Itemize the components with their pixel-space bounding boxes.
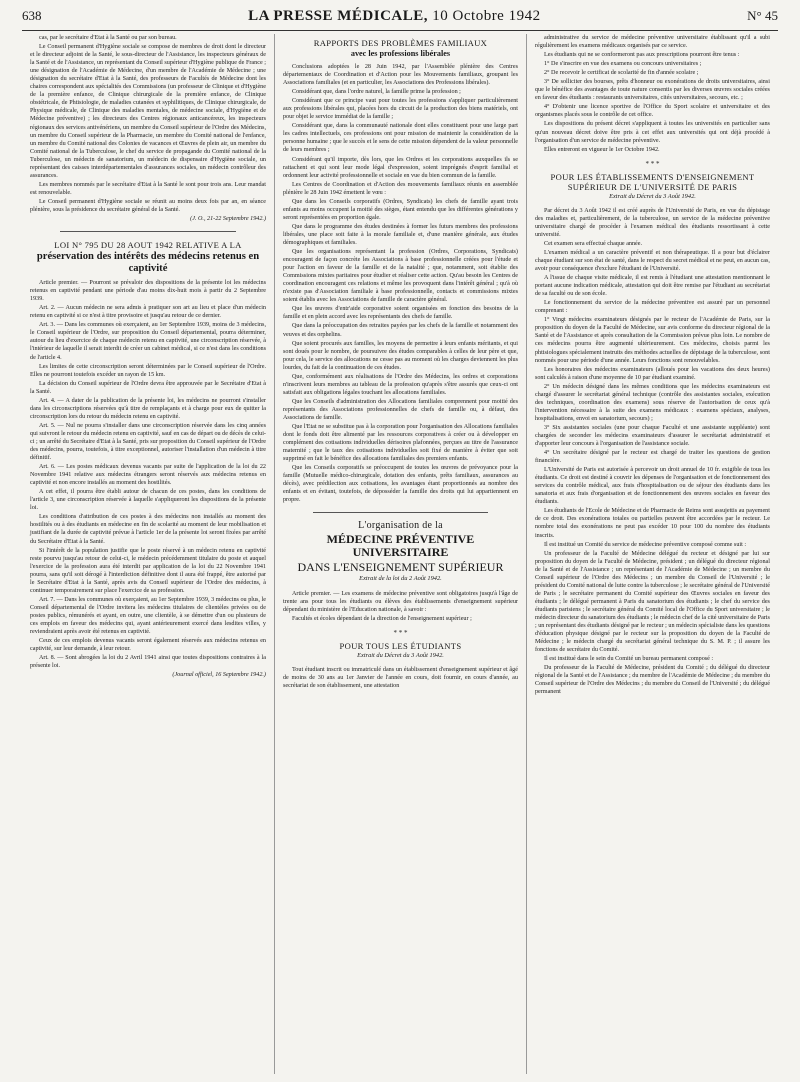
paragraph: Considérant que, dans l'ordre naturel, la famille prime la profession ; (291, 89, 461, 96)
paragraph: Les étudiants qui ne se conformeront pas aux prescriptions pourront être tenus : (543, 52, 740, 59)
publication-name: LA PRESSE (248, 8, 334, 24)
paragraph: Considérant qu'il importe, dès lors, que les Ordres et les corporations auxquelles ils se rattachent et qui sont leur mode légal d'expression, soient imprégnés d'esprit familial et ordonnent leur activité professionnelle et sociale en vue du bien commun de la famille. (282, 156, 518, 179)
paragraph: Article premier. — Les examens de médecine préventive sont obligatoires jusqu'à l'âge de trente ans pour tous les étudiants ou élèves des établissements d'enseignement supérieur dépendant du ministère de l'Education nationale, à savoir : (282, 590, 518, 613)
paragraph: Si l'intérêt de la population justifie que le poste réservé à un médecin retenu en captivité reste pourvu jusqu'au retour de celui-ci, le médecin précédemment titulaire du poste et auquel l'exercice de la profession aura été interdit par application de la loi du 22 Novembre 1941 pourra, sans qu'il soit dérogé à l'interdiction définitive dont il aura été frappé, être autorisé par le Secrétaire d'Etat à la Santé, après avis du Conseil supérieur de l'Ordre des médecins, à continuer temporairement sur place l'exercice de sa profession. (30, 547, 266, 594)
paragraph: A l'issue de chaque visite médicale, il est remis à l'étudiant une attestation mentionnant le portant aucune indication médicale, attestation qui doit être remise par l'étudiant au secrétariat de sa faculté ou de son école. (534, 275, 770, 298)
paragraph: Les honoraires des médecins examinateurs (alloués pour les vacations des deux heures) sont calculés à raison d'une moyenne de 10 par étudiant examiné. (534, 366, 770, 381)
paragraph: Les dispositions du présent décret s'appliquent à toutes les universités en particulier sans qu'un nouveau décret doive être pris à cet effet aux universités qui ont déjà procédé à l'organisation d'un service de médecine préventive. (534, 121, 770, 144)
paragraph: Que les œuvres d'entr'aide corporative soient organisées en fonction des besoins de la famille et en plein accord avec les représentants des chefs de famille. (282, 306, 518, 321)
medicine-heading-1: L'organisation de la (358, 520, 443, 532)
paragraph: Tout étudiant inscrit ou immatriculé dans un établissement d'enseignement supérieur et âgé de moins de 30 ans au 1er Janvier de l'année en cours, doit fournir, en cours d'année, au secrétariat de son établissement, une attestation (282, 666, 518, 689)
issue-date: 10 Octobre 1942 (432, 8, 541, 24)
medicine-body (283, 590, 518, 623)
paragraph: cas, par le secrétaire d'Etat à la Santé ou par son bureau. (39, 35, 177, 41)
paragraph: Que l'Etat ne se substitue pas à la corporation pour l'organisation des Allocations familiales dont le fonds doit être alimenté par les ressources corporatives à créer ou à développer en complément des cotisations individuelles dérisoires plafonnées, perçues au titre de l'assurance maternité ; que le taux des cotisations individuelles soit fixé de manière à éviter que soit supprimé en fait le bénéfice des allocations familiales des premiers enfants. (282, 424, 518, 463)
paragraph: Que, conformément aux réalisations de l'Ordre des Médecins, les ordres et corporations n'inscrivent leurs membres au tableau de la profession qu'après s'être assurés que ceux-ci ont satisfait aux obligations légales touchant les allocations familiales. (282, 373, 518, 396)
paragraph: Le Conseil permanent d'Hygiène sociale se réunit au moins deux fois par an, en séance plénière, sous la présidence du secrétaire général de la Santé. (30, 198, 266, 213)
stars-separator: * * * (393, 628, 408, 637)
paragraph: Que dans le programme des études destinées à former les futurs membres des professions libérales, une place soit faite à la morale familiale et, d'une manière générale, aux études démographiques et familiales. (282, 223, 518, 246)
paragraph: Art. 2. — Aucun médecin ne sera admis à pratiquer son art au lieu et place d'un médecin retenu en captivité si ce n'est à titre provisoire et jusqu'au retour de ce dernier. (30, 305, 266, 320)
paragraph: Que les organisations représentant la profession (Ordres, Corporations, Syndicats) encouragent de façon concrète les Associations à base professionnelle créées pour l'étude et pour l'action en faveur de la famille et de la natalité ; que, notamment, soit établie des Commissions mixtes paritaires pour étudier et réaliser cette action. Qu'au besoin les Centres de coordination encouragent ces relations et même les provoquent dans l'intérêt général ; qu'à où n'existe pas d'Association familiale à base professionnelle, contacts et commissions mixtes soient établis avec les Associations de famille de caractère général. (282, 249, 518, 304)
paragraph: Article premier. — Pourront se prévaloir des dispositions de la présente loi les médecins retenus en captivité pendant une période d'au moins dix-huit mois à partir du 2 Septembre 1939. (30, 280, 266, 303)
paragraph: administrative du service de médecine préventive universitaire établissant qu'il a subi régulièrement les examens médicaux organisés par ce service. (534, 35, 770, 50)
paragraph: 4° D'obtenir une licence sportive de l'Office du Sport scolaire et universitaire et des organismes placés sous le contrôle de cet office. (534, 104, 770, 119)
law-citation: (Journal officiel, 16 Septembre 1942.) (172, 672, 266, 679)
columns (22, 34, 778, 1074)
paragraph: Du professeur de la Faculté de Médecine, président du Comité ; du délégué du directeur régional de la Santé et de l'Assistance ; du membre de l'Académie de Médecine ; du membre du Conseil supérieur de l'Ordre des Médecins ; du membre du Conseil de l'Université ; du délégué permanent (534, 665, 770, 696)
paragraph: Le Conseil permanent d'Hygiène sociale se compose de membres de droit dont le directeur et le directeur adjoint de la Santé, le sous-directeur de l'Assistance, les inspecteurs généraux de la Santé et de l'Assistance, un représentant du Conseil supérieur d'Hygiène publique de France ; une désignation de l'Académie de Médecine, d'un membre de l'Académie de Médecine ; une désignation du secrétaire d'Etat à la Santé, des professeurs de Facultés de Médecine dont les chaires correspondent aux spécialités des Commissions (un professeur de Clinique et d'Hygiène de la première enfance, de Clinique chirurgicale de la première enfance, de Clinique obstétricale, de Phtisiologie, de maladies cutanées et syphilitiques, de Clinique chirurgicale, de Physique médicale, de Clinique des maladies mentales, de médecine sociale, d'Hygiène et de Médecine préventive) ; les directeurs des Centres régionaux anticancéreux, les inspecteurs régionaux des services antivénériens, un membre du Conseil supérieur de l'Ordre des Médecins, un membre du Conseil supérieur de la Pharmacie, un membre du Comité national de l'enfance, un membre du Comité national des Colonies de vacances et Œuvres de plein air, un membre du Comité national de la Tuberculose, le chef du service de propagande du Comité national de la Tuberculose, un médecin de sanatorium, un médecin de dispensaire d'Hygiène sociale, un représentant des caisses interdépartementales d'assurances sociales, un médecin contrôleur des assurances. (30, 44, 266, 179)
paragraph: Elles entreront en vigueur le 1er Octobre 1942. (543, 146, 660, 153)
paragraph: Art. 5. — Nul ne pourra s'installer dans une circonscription réservée dans les cinq années qui suivront le retour du médecin retenu en captivité, sauf en cas de départ ou de décès de celui-ci ; un arrêté du Secrétaire d'Etat à la Santé, pris sur proposition du Conseil supérieur de l'Ordre des médecins, pourra, toutefois, à titre exceptionnel, autoriser l'installation d'un médecin à titre définitif. (30, 422, 266, 462)
paragraph: 2° De recevoir le certificat de scolarité de fin d'année scolaire ; (543, 70, 699, 77)
column-right (526, 34, 778, 1074)
paragraph: La décision du Conseil supérieur de l'Ordre devra être approuvée par le Secrétaire d'Etat à la Santé. (30, 380, 266, 395)
paragraph: Considérant que ce principe vaut pour toutes les professions s'appliquer particulièrement aux professions libérales qui, placées hors du circuit de la production des biens matériels, ont pour objet le service immédiat de la famille ; (282, 98, 518, 121)
paragraph: Conclusions adoptées le 28 Juin 1942, par l'Assemblée plénière des Centres départementaux de Coordination et d'Action pour les Mouvements familiaux, groupant les Associations familiales (et en particulier, les Associations des Professions libérales). (282, 64, 518, 87)
paragraph: L'examen médical a un caractère préventif et non thérapeutique. Il a pour but d'éclairer chaque étudiant sur son état de santé, dans le respect du secret médical et ne peut, en aucun cas, avoir pour conséquence d'exclure l'étudiant de l'Université. (534, 249, 770, 273)
col3-body (535, 34, 770, 154)
paris-heading: POUR LES ÉTABLISSEMENTS D'ENSEIGNEMENT SUPÉRIEUR DE L'UNIVERSITÉ DE PARIS (550, 171, 755, 192)
paragraph: Que dans la préoccupation des retraites payées par les chefs de la famille et notamment des veuves et des orphelins. (282, 323, 518, 338)
students-heading: POUR TOUS LES ÉTUDIANTS (339, 640, 462, 651)
paragraph: Que soient procurés aux familles, les moyens de permettre à leurs enfants méritants, et qui sont doués pour le nombre, de poursuivre des études comparables à celles de leur père et que, pour cela, le service des allocations ne cesse pas au moment où les charges deviennent les plus lourdes, du fait de la continuation de ces études. (282, 340, 518, 371)
paragraph: Il est institué dans le sein du Comité un bureau permanent composé : (543, 656, 714, 663)
paragraph: Art. 7. — Dans les communes où exerçaient, au 1er Septembre 1939, 3 médecins ou plus, le Conseil départemental de l'Ordre invitera les médecins titulaires de clientèles privées ou de postes publics, rémunérés et ayant, en outre, une clientèle, à se démettre d'un ou plusieurs de ces emplois en faveur des médecins qui, ayant antérieurement exercé dans lesdites villes, y reviendraient après avoir été retenus en captivité. (30, 596, 266, 636)
medicine-heading-2: MÉDECINE PRÉVENTIVE UNIVERSITAIRE (326, 532, 475, 560)
students-decree: Extrait du Décret du 3 Août 1942. (357, 651, 444, 659)
paragraph: Cet examen sera effectué chaque année. (543, 240, 643, 247)
paragraph: Les étudiants de l'Ecole de Médecine et de Pharmacie de Reims sont assujettis au payement de ce droit. Des exonérations totales ou partielles peuvent être accordées par le recteur. Le nombre total des exonérations ne peut pas excéder 10 pour 100 du nombre des étudiants inscrits. (534, 508, 770, 539)
paragraph: Art. 8. — Sont abrogées la loi du 2 Avril 1941 ainsi que toutes dispositions contraires à la présente loi. (30, 655, 266, 670)
paragraph: Art. 6. — Les postes médicaux devenus vacants par suite de l'application de la loi du 22 Novembre 1941 relative aux médecins étrangers seront réservés aux médecins retenus en captivité et non encore installés au moment des hostilités. (30, 464, 266, 487)
paragraph: 1° Vingt médecins examinateurs désignés par le recteur de l'Académie de Paris, sur la proposition du doyen de la Faculté de Médecine, sur avis conforme du directeur régional de la Santé et de l'Assistance et après consultation de la Commission prévue plus loin. Le nombre de ces médecins pourra être augmenté ultérieurement. Ces médecins, choisis parmi les phtisiologues spécialement instruits des méthodes actuelles de dépistage de la tuberculose, sont nommés pour une période d'une année. Leurs fonctions sont renouvelables. (534, 317, 770, 364)
publication-name-2: MÉDICALE, (337, 8, 429, 24)
paragraph: A cet effet, il pourra être établi autour de chacun de ces postes, dans les conditions de l'article 3, une circonscription réservée à laquelle s'appliqueront les dispositions de la présente loi. (30, 489, 266, 512)
paragraph: Facultés et écoles dépendant de la direction de l'enseignement supérieur ; (291, 615, 472, 622)
law-title: préservation des intérêts des médecins retenus en captivité (36, 251, 260, 275)
medicine-heading-3: DANS L'ENSEIGNEMENT SUPÉRIEUR (297, 560, 504, 575)
paragraph: 2° Un médecin désigné dans les mêmes conditions que les médecins examinateurs est chargé d'assurer le secrétariat général technique (contrôle des assistantes sociales, exécution des techniques, coordination des examens) sous réserve de l'autorisation de ceux qu'à l'intervention nécessaire à la suite des examens médicaux : examens spéciaux, analyses, hospitalisations, envoi en sanatorium, secours) ; (534, 383, 770, 422)
section-divider (60, 231, 236, 232)
masthead (22, 8, 778, 31)
paris-decree: Extrait du Décret du 3 Août 1942. (609, 192, 696, 200)
section-divider (313, 512, 488, 513)
col1-citation: (J. O., 21-22 Septembre 1942.) (190, 216, 266, 223)
paragraph: 4° Un secrétaire désigné par le recteur est chargé de traiter les questions de gestion financière. (534, 450, 770, 465)
paragraph: Un professeur de la Faculté de Médecine délégué du recteur et désigné par lui sur proposition du doyen de la Faculté de Médecine, président ; un délégué du directeur régional de la Santé et de l'Assistance ; un représentant de l'Académie de Médecine ; un membre du Conseil supérieur de l'Ordre des Médecins ; un membre du Conseil de l'Université ; le président du Comité national de lutte contre la tuberculose ; le secrétaire général de l'Université de Paris ; le secrétaire permanent du Comité supérieur des Œuvres sociales en faveur des étudiants ; le délégué permanent à Paris du sanatorium des étudiants ; le chef du service des étudiants parisiens ; le secrétaire général du Comité local de l'Office du Sport universitaire ; le médecin directeur du sanatorium des étudiants ; le médecin chef de la cité universitaire de Paris ; un représentant des étudiants désigné par le recteur ; un médecin spécialiste dans les questions d'éducation physique désigné par le recteur sur la proposition du doyen de la Faculté de Médecine ; le médecin chargé du secrétariat général technique du S. M. P. ; il assure les fonctions de secrétaire du Comité. (534, 550, 770, 654)
paragraph: Que dans les Conseils corporatifs (Ordres, Syndicats) les chefs de famille ayant trois enfants au moins occupent la moitié des sièges, étant entendu que les différentes générations y seront représentées en proportion égale. (282, 198, 518, 221)
law-body (30, 279, 266, 670)
paragraph: 1° De s'inscrire en vue des examens ou concours universitaires ; (543, 61, 702, 68)
family-subheading: avec les professions libérales (350, 49, 451, 58)
publication-title (248, 8, 541, 25)
paragraph: Par décret du 3 Août 1942 il est créé auprès de l'Université de Paris, en vue du dépistage des maladies et, particulièrement, de la tuberculose, un service de la médecine préventive universitaire chargé de procéder à l'examen médical des étudiants ressortissant à cette université. (534, 207, 770, 238)
paragraph: Que les Conseils corporatifs se préoccupent de toutes les œuvres de prévoyance pour la famille (Mutuelle médico-chirurgicale, dotation des enfants, prêts familiaux, assurances au décès), avec prédilection aux cotisations, les avantages étant proportionnés au nombre des enfants et en évitant, toutefois, de déposséder la famille des droits qui lui appartiennent en propre. (282, 465, 518, 504)
paragraph: Art. 3. — Dans les communes où exerçaient, au 1er Septembre 1939, moins de 3 médecins, le Conseil supérieur de l'Ordre, sur proposition du Conseil départemental, pourra déterminer, autour du lieu d'exercice de chaque médecin retenu en captivité, une circonscription réservée, à l'intérieur de laquelle il serait interdit de créer un cabinet médical, si ce n'est dans les conditions de l'article 4. (30, 322, 266, 361)
family-body (283, 63, 518, 504)
paragraph: Les membres nommés par le secrétaire d'Etat à la Santé le sont pour trois ans. Leur mandat est renouvelable. (30, 181, 266, 196)
paragraph: Considérant que, dans la communauté nationale dont elles constituent pour une large part les cadres intellectuels, ces professions ont pour mission de maintenir la considération de la personne humaine ; que le succès et le sens de cette mission dépendent de la valeur personnelle de leurs membres ; (282, 123, 518, 154)
paragraph: 3° De solliciter des bourses, prêts d'honneur ou exonérations de droits universitaires, ainsi que le bénéfice des avantages de toute nature consentis par les diverses œuvres sociales créées en faveur des étudiants : restaurants universitaires, cités universitaires, secours, etc. ; (534, 79, 770, 102)
paragraph: Ceux de ces emplois devenus vacants seront également réservés aux médecins retenus en captivité, sur leur demande, à leur retour. (30, 638, 266, 653)
page-number: 638 (22, 8, 42, 23)
paragraph: Art. 4. — A dater de la publication de la présente loi, les médecins ne pourront s'installer dans les circonscriptions réservées qu'à titre de remplaçants et à charge pour eux de quitter la circonscription lors du retour du médecin retenu en captivité. (30, 397, 266, 420)
family-heading: RAPPORTS DES PROBLÈMES FAMILIAUX (313, 38, 488, 48)
stars-separator: * * * (645, 159, 660, 168)
paragraph: Il est institué un Comité du service de médecine préventive composé comme suit : (543, 541, 747, 548)
paragraph: Les Centres de Coordination et d'Action des mouvements familiaux réunis en assemblée plénière le 28 Juin 1942 émettent le vœu : (282, 181, 518, 196)
column-middle (274, 34, 526, 1074)
col1-body (30, 34, 266, 214)
paragraph: 3° Six assistantes sociales (une pour chaque Faculté et une assistante suppléante) sont chargées de seconder les médecins examinateurs d'assurer le secrétariat administratif et d'apporter leur concours à l'organisation de l'assistance sociale. (534, 424, 770, 448)
paragraph: Les limites de cette circonscription seront déterminées par le Conseil supérieur de l'Ordre. Elles ne pourront toutefois excéder un rayon de 15 km. (30, 363, 266, 378)
paris-body (535, 207, 770, 697)
paragraph: Le fonctionnement du service de la médecine préventive est assuré par un personnel comprenant : (534, 300, 770, 315)
paragraph: L'Université de Paris est autorisée à percevoir un droit annuel de 10 fr. exigible de tous les étudiants. Ce droit est destiné à couvrir les dépenses de l'organisation et de fonctionnement des services du contrôle médical, aux frais d'hospitalisation ou de séjour des étudiants dans les sanatoria et aux frais d'organisation et de fonctionnement des œuvres sociales en faveur des étudiants. (534, 467, 770, 506)
issue-number: N° 45 (747, 8, 778, 23)
medicine-decree: Extrait de la loi du 2 Août 1942. (359, 575, 442, 583)
students-body (283, 666, 518, 690)
law-heading: LOI N° 795 DU 28 AOUT 1942 RELATIVE A LA (54, 240, 242, 251)
column-left (22, 34, 274, 1074)
paragraph: Les conditions d'attribution de ces postes à des médecins non installés au moment des hostilités ou à des étudiants en médecine en fin de scolarité au moment de leur mobilisation et justifiant de la durée de captivité prévue à l'article 1er de la présente loi seront fixées par arrêté du Secrétaire d'Etat à la Santé. (30, 514, 266, 545)
paragraph: Que les Conseils d'administration des Allocations familiales comprennent pour moitié des représentants des Associations professionnelles de chefs de famille ou, à défaut, des Associations de famille. (282, 398, 518, 421)
